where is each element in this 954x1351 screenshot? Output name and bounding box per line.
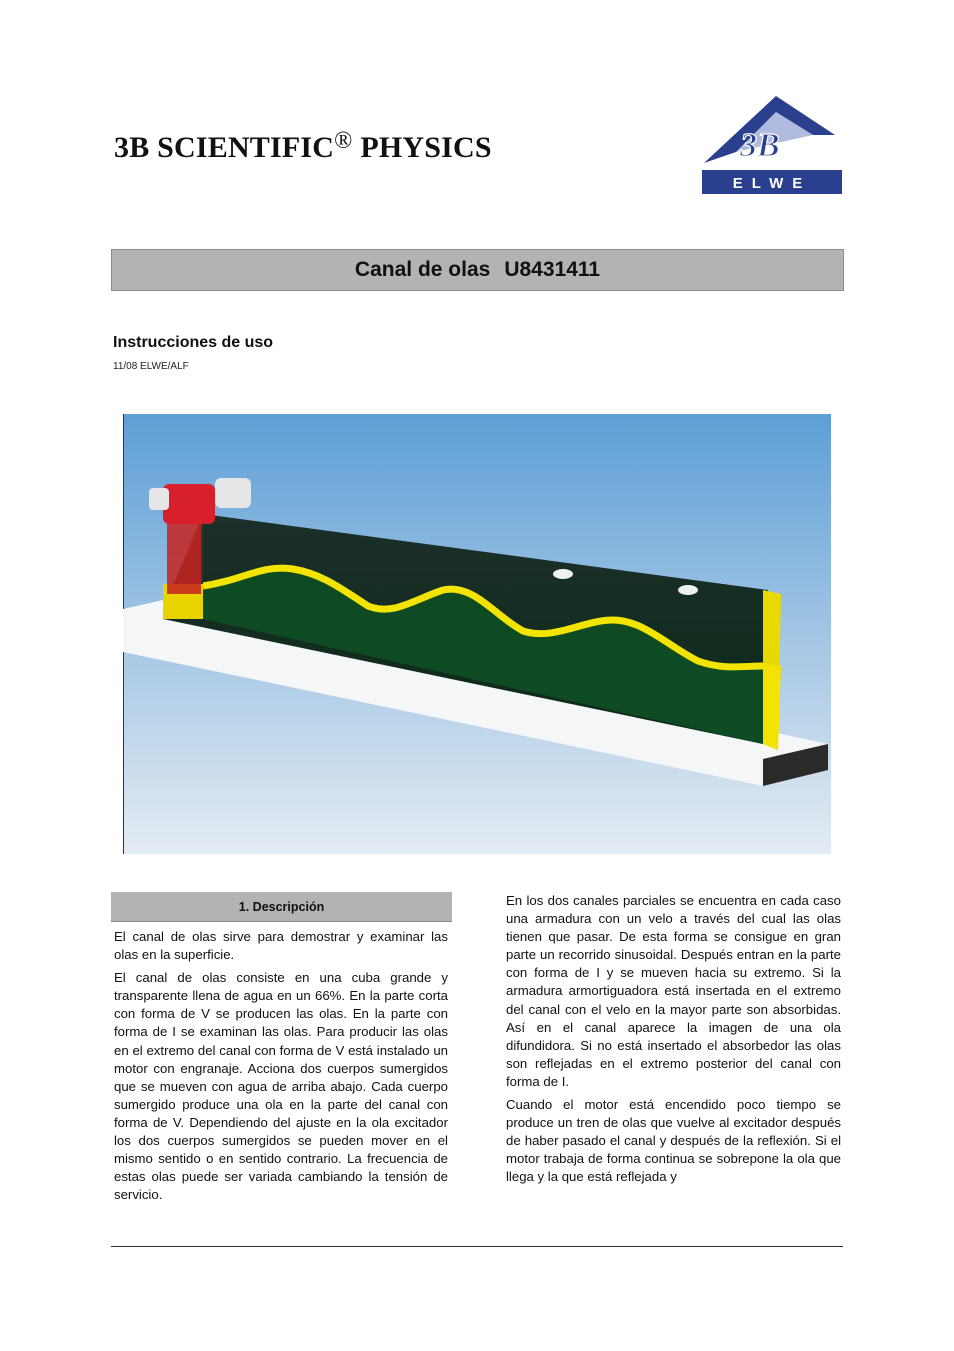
product-title-bar [111, 249, 844, 291]
product-name: Canal de olas [354, 258, 491, 281]
paragraph: El canal de olas sirve para demostrar y examinar las olas en la superficie. [114, 929, 448, 963]
paragraph: En los dos canales parciales se encuentra en cada caso una armadura con un velo a través del cual las olas tienen que pasar. De esta forma se consigue en gran parte un recorrido sinusoidal. Después entran en la parte con forma de I y se mueven hacia su extremo. Si la armadura armortiguadora está insertada en el extremo del canal con el velo en la mayor parte son absorbidas. Así en el canal aparece la imagen de una ola difundidora. Si no está insertado el absorbedor las olas son reflejadas en el extremo posterior del canal con forma de I. [506, 893, 841, 1089]
product-code: U8431411 [504, 258, 601, 281]
section-heading-description: 1. Descripción [111, 892, 452, 922]
instructions-subtitle: Instrucciones de uso [113, 334, 274, 351]
brand-main: 3B SCIENTIFIC [114, 131, 335, 164]
logo-text: ELWE [732, 175, 812, 192]
logo-mark: 3B [740, 127, 780, 164]
brand-tail: PHYSICS [360, 131, 492, 164]
footer-rule [111, 1246, 843, 1247]
paragraph: El canal de olas consiste en una cuba grande y transparente llena de agua en un 66%. En la parte corta con forma de V se producen las olas. En la parte con forma de I se examinan las olas. Para producir las olas en el extremo del canal con forma de V está instalado un motor con engranaje. Acciona dos cuerpos sumergidos que se mueven con agua de arriba abajo. Cada cuerpo sumergido produce una ola en la parte del canal con forma de V. Dependiendo del ajuste en la ola excitador los dos cuerpos sumergidos se pueden mover en el mismo sentido o en sentido contrario. La frecuencia de estas olas puede ser variada cambiando la tensión de servicio. [114, 970, 448, 1203]
registered-mark: ® [334, 128, 353, 154]
right-column-text [506, 892, 841, 1192]
paragraph: Cuando el motor está encendido poco tiempo se produce un tren de olas que vuelve al excitador después de haber pasado el canal y después de la reflexión. Si el motor trabaja de forma continua se sobrepone la ola que llega y la que está reflejada y [506, 1097, 841, 1185]
wave-channel-photo [123, 414, 831, 854]
3b-elwe-logo [702, 94, 842, 195]
brand-heading [114, 128, 492, 165]
left-column-text [114, 928, 448, 1209]
document-reference: 11/08 ELWE/ALF [113, 361, 189, 372]
